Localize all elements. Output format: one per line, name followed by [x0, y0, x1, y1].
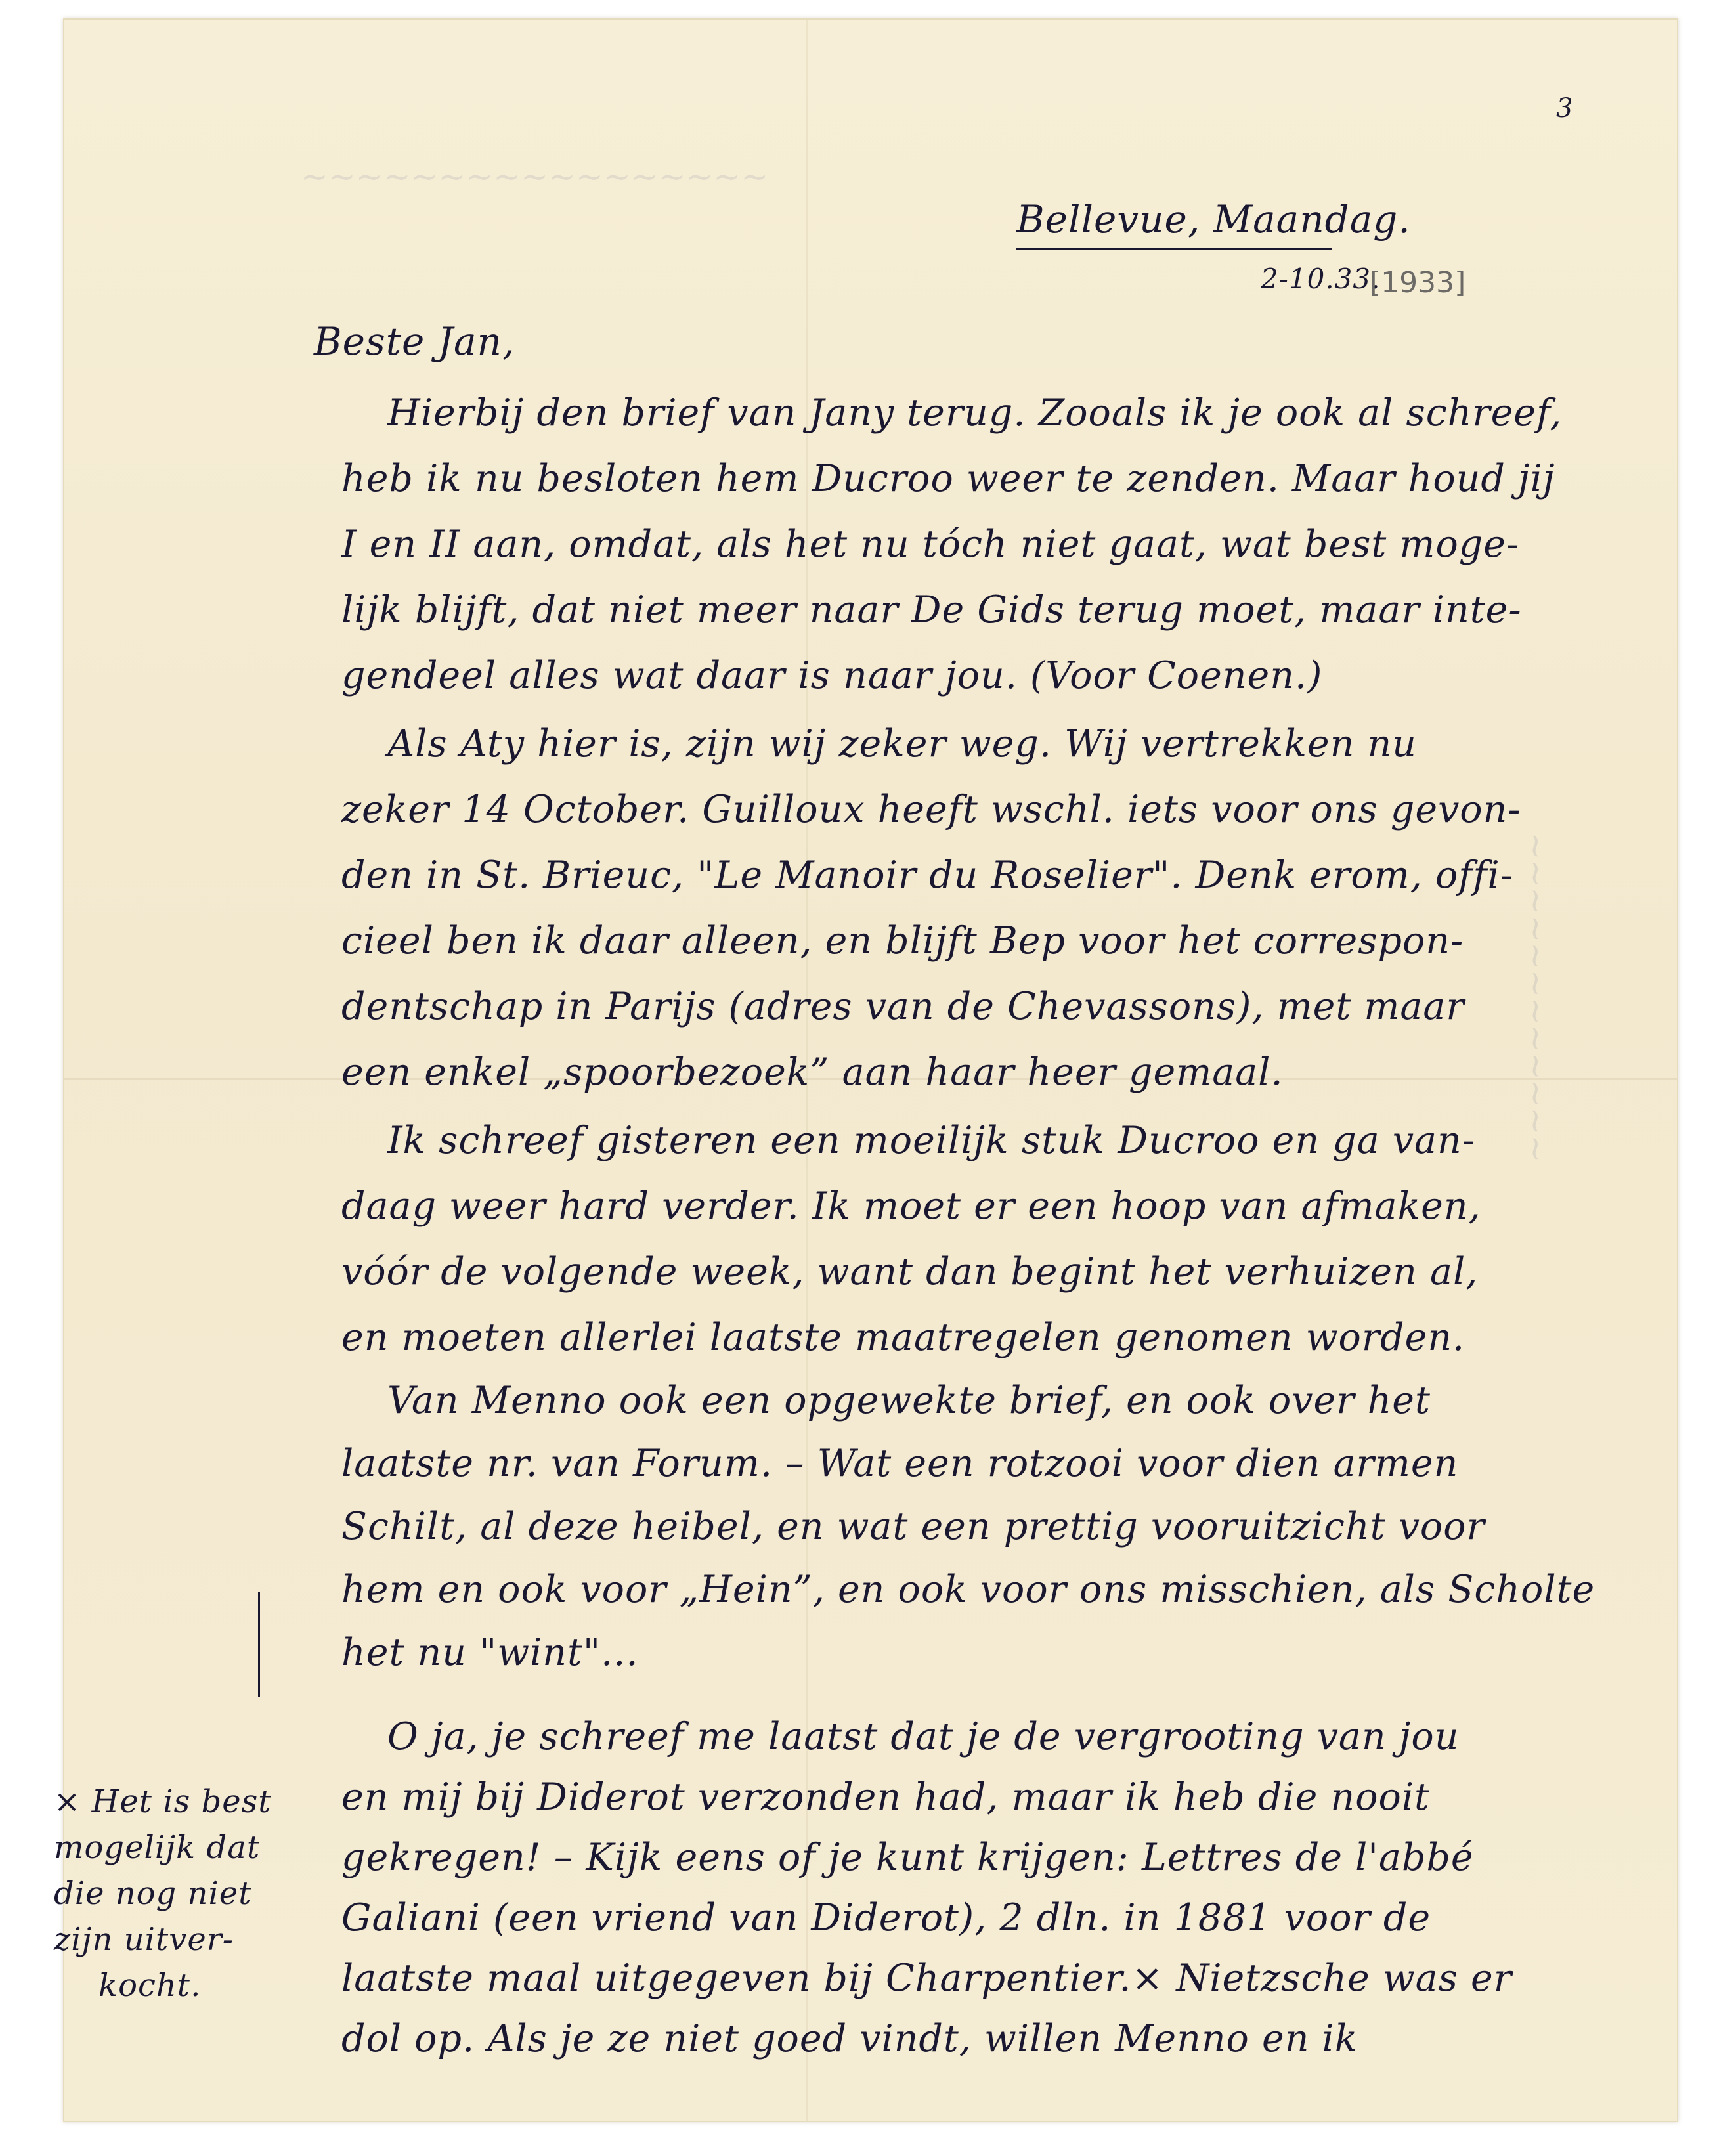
letter-place-day: Bellevue, Maandag.	[1016, 197, 1411, 242]
side-note-line: kocht.	[98, 1967, 202, 2004]
body-line: gendeel alles wat daar is naar jou. (Voor Coenen.)	[341, 654, 1323, 697]
body-line: heb ik nu besloten hem Ducroo weer te zenden. Maar houd jij	[341, 457, 1555, 500]
side-note-line: die nog niet	[54, 1875, 252, 1912]
body-line: gekregen! – Kijk eens of je kunt krijgen: Lettres de l'abbé	[341, 1836, 1474, 1879]
letter-date: 2-10.33.	[1261, 263, 1381, 295]
body-line: dol op. Als je ze niet goed vindt, willen Menno en ik	[341, 2017, 1358, 2060]
side-note-line: × Het is best	[54, 1783, 272, 1820]
body-line: Hierbij den brief van Jany terug. Zooals ik je ook al schreef,	[387, 391, 1563, 435]
body-line: cieel ben ik daar alleen, en blijft Bep voor het correspon-	[341, 919, 1464, 963]
salutation: Beste Jan,	[314, 319, 515, 364]
body-line: laatste maal uitgegeven bij Charpentier.× Nietzsche was er	[341, 1957, 1513, 2000]
page-number: 3	[1556, 93, 1574, 123]
body-line: dentschap in Parijs (adres van de Chevassons), met maar	[341, 985, 1465, 1028]
body-line: laatste nr. van Forum. – Wat een rotzooi voor dien armen	[341, 1442, 1459, 1485]
show-through-mark: ~~~~~~~~~~~~~~~~~	[301, 158, 769, 196]
body-line: Van Menno ook een opgewekte brief, en ook over het	[387, 1379, 1431, 1422]
show-through-mark: ~~~~~~~~~~~~	[1517, 832, 1555, 1163]
side-note-line: mogelijk dat	[54, 1829, 261, 1866]
body-line: zeker 14 October. Guilloux heeft wschl. iets voor ons gevon-	[341, 788, 1521, 831]
body-line: Ik schreef gisteren een moeilijk stuk Ducroo en ga van-	[387, 1119, 1475, 1162]
body-line: hem en ook voor „Hein”, en ook voor ons misschien, als Scholte	[341, 1568, 1595, 1611]
body-line: Als Aty hier is, zijn wij zeker weg. Wij vertrekken nu	[387, 722, 1417, 766]
body-line: Schilt, al deze heibel, en wat een prettig vooruitzicht voor	[341, 1505, 1485, 1548]
body-line: een enkel „spoorbezoek” aan haar heer gemaal.	[341, 1051, 1284, 1094]
body-line: den in St. Brieuc, "Le Manoir du Roselier". Denk erom, offi-	[341, 854, 1513, 897]
body-line: Galiani (een vriend van Diderot), 2 dln. in 1881 voor de	[341, 1896, 1431, 1940]
body-line: daag weer hard verder. Ik moet er een hoop van afmaken,	[341, 1184, 1481, 1228]
body-line: I en II aan, omdat, als het nu tóch niet gaat, wat best moge-	[341, 523, 1520, 566]
header-underline	[1016, 248, 1332, 250]
archive-year-annotation: [1933]	[1370, 266, 1466, 299]
body-line: lijk blijft, dat niet meer naar De Gids terug moet, maar inte-	[341, 588, 1522, 632]
body-line: O ja, je schreef me laatst dat je de vergrooting van jou	[387, 1715, 1460, 1758]
margin-bracket-mark	[258, 1592, 260, 1697]
body-line: en mij bij Diderot verzonden had, maar ik heb die nooit	[341, 1775, 1430, 1819]
body-line: en moeten allerlei laatste maatregelen genomen worden.	[341, 1316, 1465, 1359]
body-line: vóór de volgende week, want dan begint het verhuizen al,	[341, 1250, 1479, 1293]
side-note-line: zijn uitver-	[54, 1921, 234, 1958]
body-line: het nu "wint"...	[341, 1631, 639, 1674]
